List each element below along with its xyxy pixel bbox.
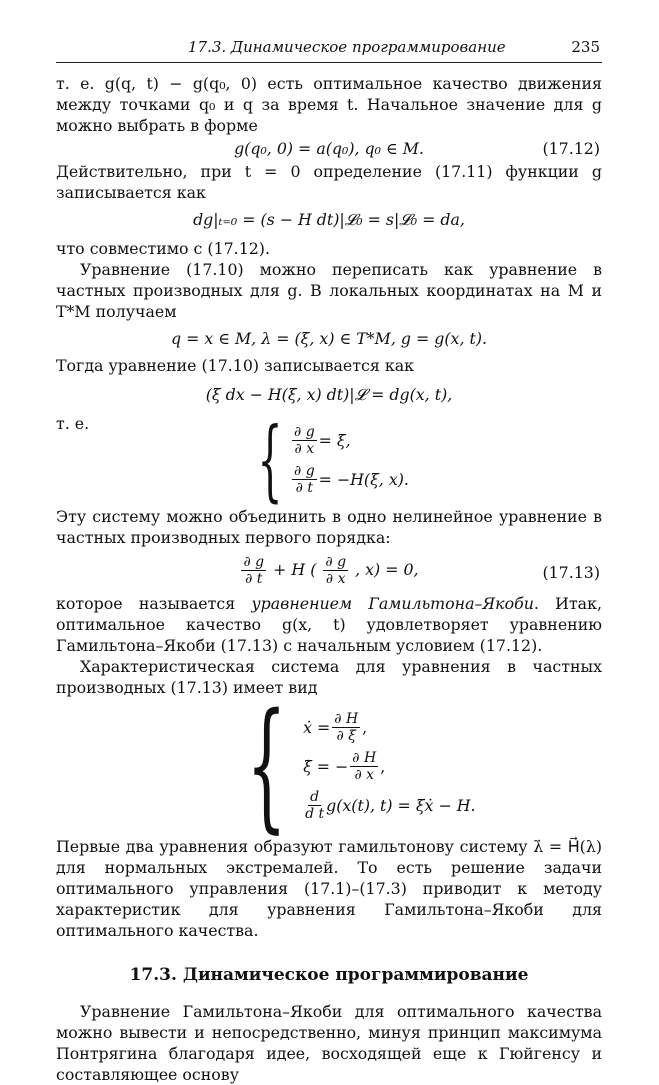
page-number: 235 <box>571 38 600 56</box>
paragraph: которое называется уравнением Гамильтона–Якоби. Итак, оптимальное качество g(x, t) удовлетворяет уравнению Гамильтона–Якоби (17.13) с начальным условием (17.12). <box>56 594 602 655</box>
system-row: $\frac{d}{\text{d t}}$ g(x(t), t) = ξẋ − H. <box>305 788 476 822</box>
system-row <box>290 424 409 457</box>
equation-17-13 <box>56 554 602 587</box>
equation-number: (17.13) <box>542 563 600 582</box>
paragraph: Эту систему можно объединить в одно нелинейное уравнение в частных производных первого порядка: <box>56 507 602 547</box>
fraction: $\frac{\partial g}{\partial t}$ <box>243 554 265 587</box>
system-row: ẋ = $\frac{\partial H}{\partial \xi}$ , <box>303 710 368 744</box>
system-row: ξ̇ = − $\frac{\partial H}{\partial x}$ , <box>303 749 386 783</box>
fraction: $\frac{\partial g}{\partial x}$ <box>294 424 315 457</box>
equation-system <box>222 684 602 847</box>
brace: { <box>246 684 287 847</box>
equation-17-12 <box>56 138 602 159</box>
equation <box>56 384 602 405</box>
system-rhs: = −H(ξ, x). <box>318 470 409 489</box>
equation-system <box>242 408 602 511</box>
equation-body: q = x ∈ M, λ = (ξ, x) ∈ T*M, g = g(x, t). <box>170 329 488 348</box>
fraction: $\frac{\partial H}{\partial \xi}$ <box>334 710 359 744</box>
brace: { <box>257 408 283 511</box>
equation-body: (ξ dx − H(ξ, x) dt)|𝓛 = dg(x, t), <box>205 385 453 404</box>
section-heading: 17.3. Динамическое программирование <box>129 965 529 985</box>
paragraph: Действительно, при t = 0 определение (17.11) функции g записывается как <box>56 162 602 202</box>
header-title: 17.3. Динамическое программирование <box>188 38 506 56</box>
system-rhs: = ξ, <box>318 431 351 450</box>
paragraph: Тогда уравнение (17.10) записывается как <box>56 356 414 375</box>
paragraph: Уравнение (17.10) можно переписать как уравнение в частных производных для g. В локальных координатах на M и T*M получаем <box>56 260 602 321</box>
equation <box>56 209 602 230</box>
paragraph: т. е. g(q, t) − g(q₀, 0) есть оптимальное качество движения между точками q₀ и q за время t. Начальное значение для g можно выбрать в форме <box>56 74 602 135</box>
fraction: $\frac{\partial g}{\partial t}$ <box>294 463 315 496</box>
equation-body: $\frac{\partial g}{\partial t}$ + H ( $\frac{\partial g}{\partial x}$ , x) = 0, <box>243 554 419 587</box>
equation-body: g(q₀, 0) = a(q₀), q₀ ∈ M. <box>234 139 424 158</box>
paragraph: что совместимо с (17.12). <box>56 239 270 258</box>
paragraph: Уравнение Гамильтона–Якоби для оптимального качества можно вывести и непосредственно, минуя принцип максимума Понтрягина благодаря идее, восходящей еще к Гюйгенсу и составляющее основу <box>56 1002 602 1084</box>
fraction: $\frac{\partial g}{\partial x}$ <box>325 554 347 587</box>
term: уравнением Гамильтона–Якоби <box>251 594 534 613</box>
fraction: $\frac{\partial H}{\partial x}$ <box>352 749 377 783</box>
running-header <box>56 38 602 63</box>
fraction: $\frac{d}{\text{d t}}$ <box>305 788 325 822</box>
system-row <box>290 463 409 496</box>
equation <box>56 328 602 349</box>
page <box>56 38 602 1085</box>
paragraph: Первые два уравнения образуют гамильтонову систему λ̇ = H⃗(λ) для нормальных экстремалей. То есть решение задачи оптимального управления (17.1)–(17.3) приводит к методу характеристик для уравнения Гамильтона–Якоби для оптимального качества. <box>56 837 602 940</box>
paragraph: т. е. <box>56 414 90 433</box>
equation-body: dg|ₜ₌₀ = (s − H dt)|𝓛₀ = s|𝓛₀ = da, <box>193 210 465 229</box>
paragraph: Характеристическая система для уравнения в частных производных (17.13) имеет вид <box>56 657 602 697</box>
equation-number: (17.12) <box>542 139 600 158</box>
